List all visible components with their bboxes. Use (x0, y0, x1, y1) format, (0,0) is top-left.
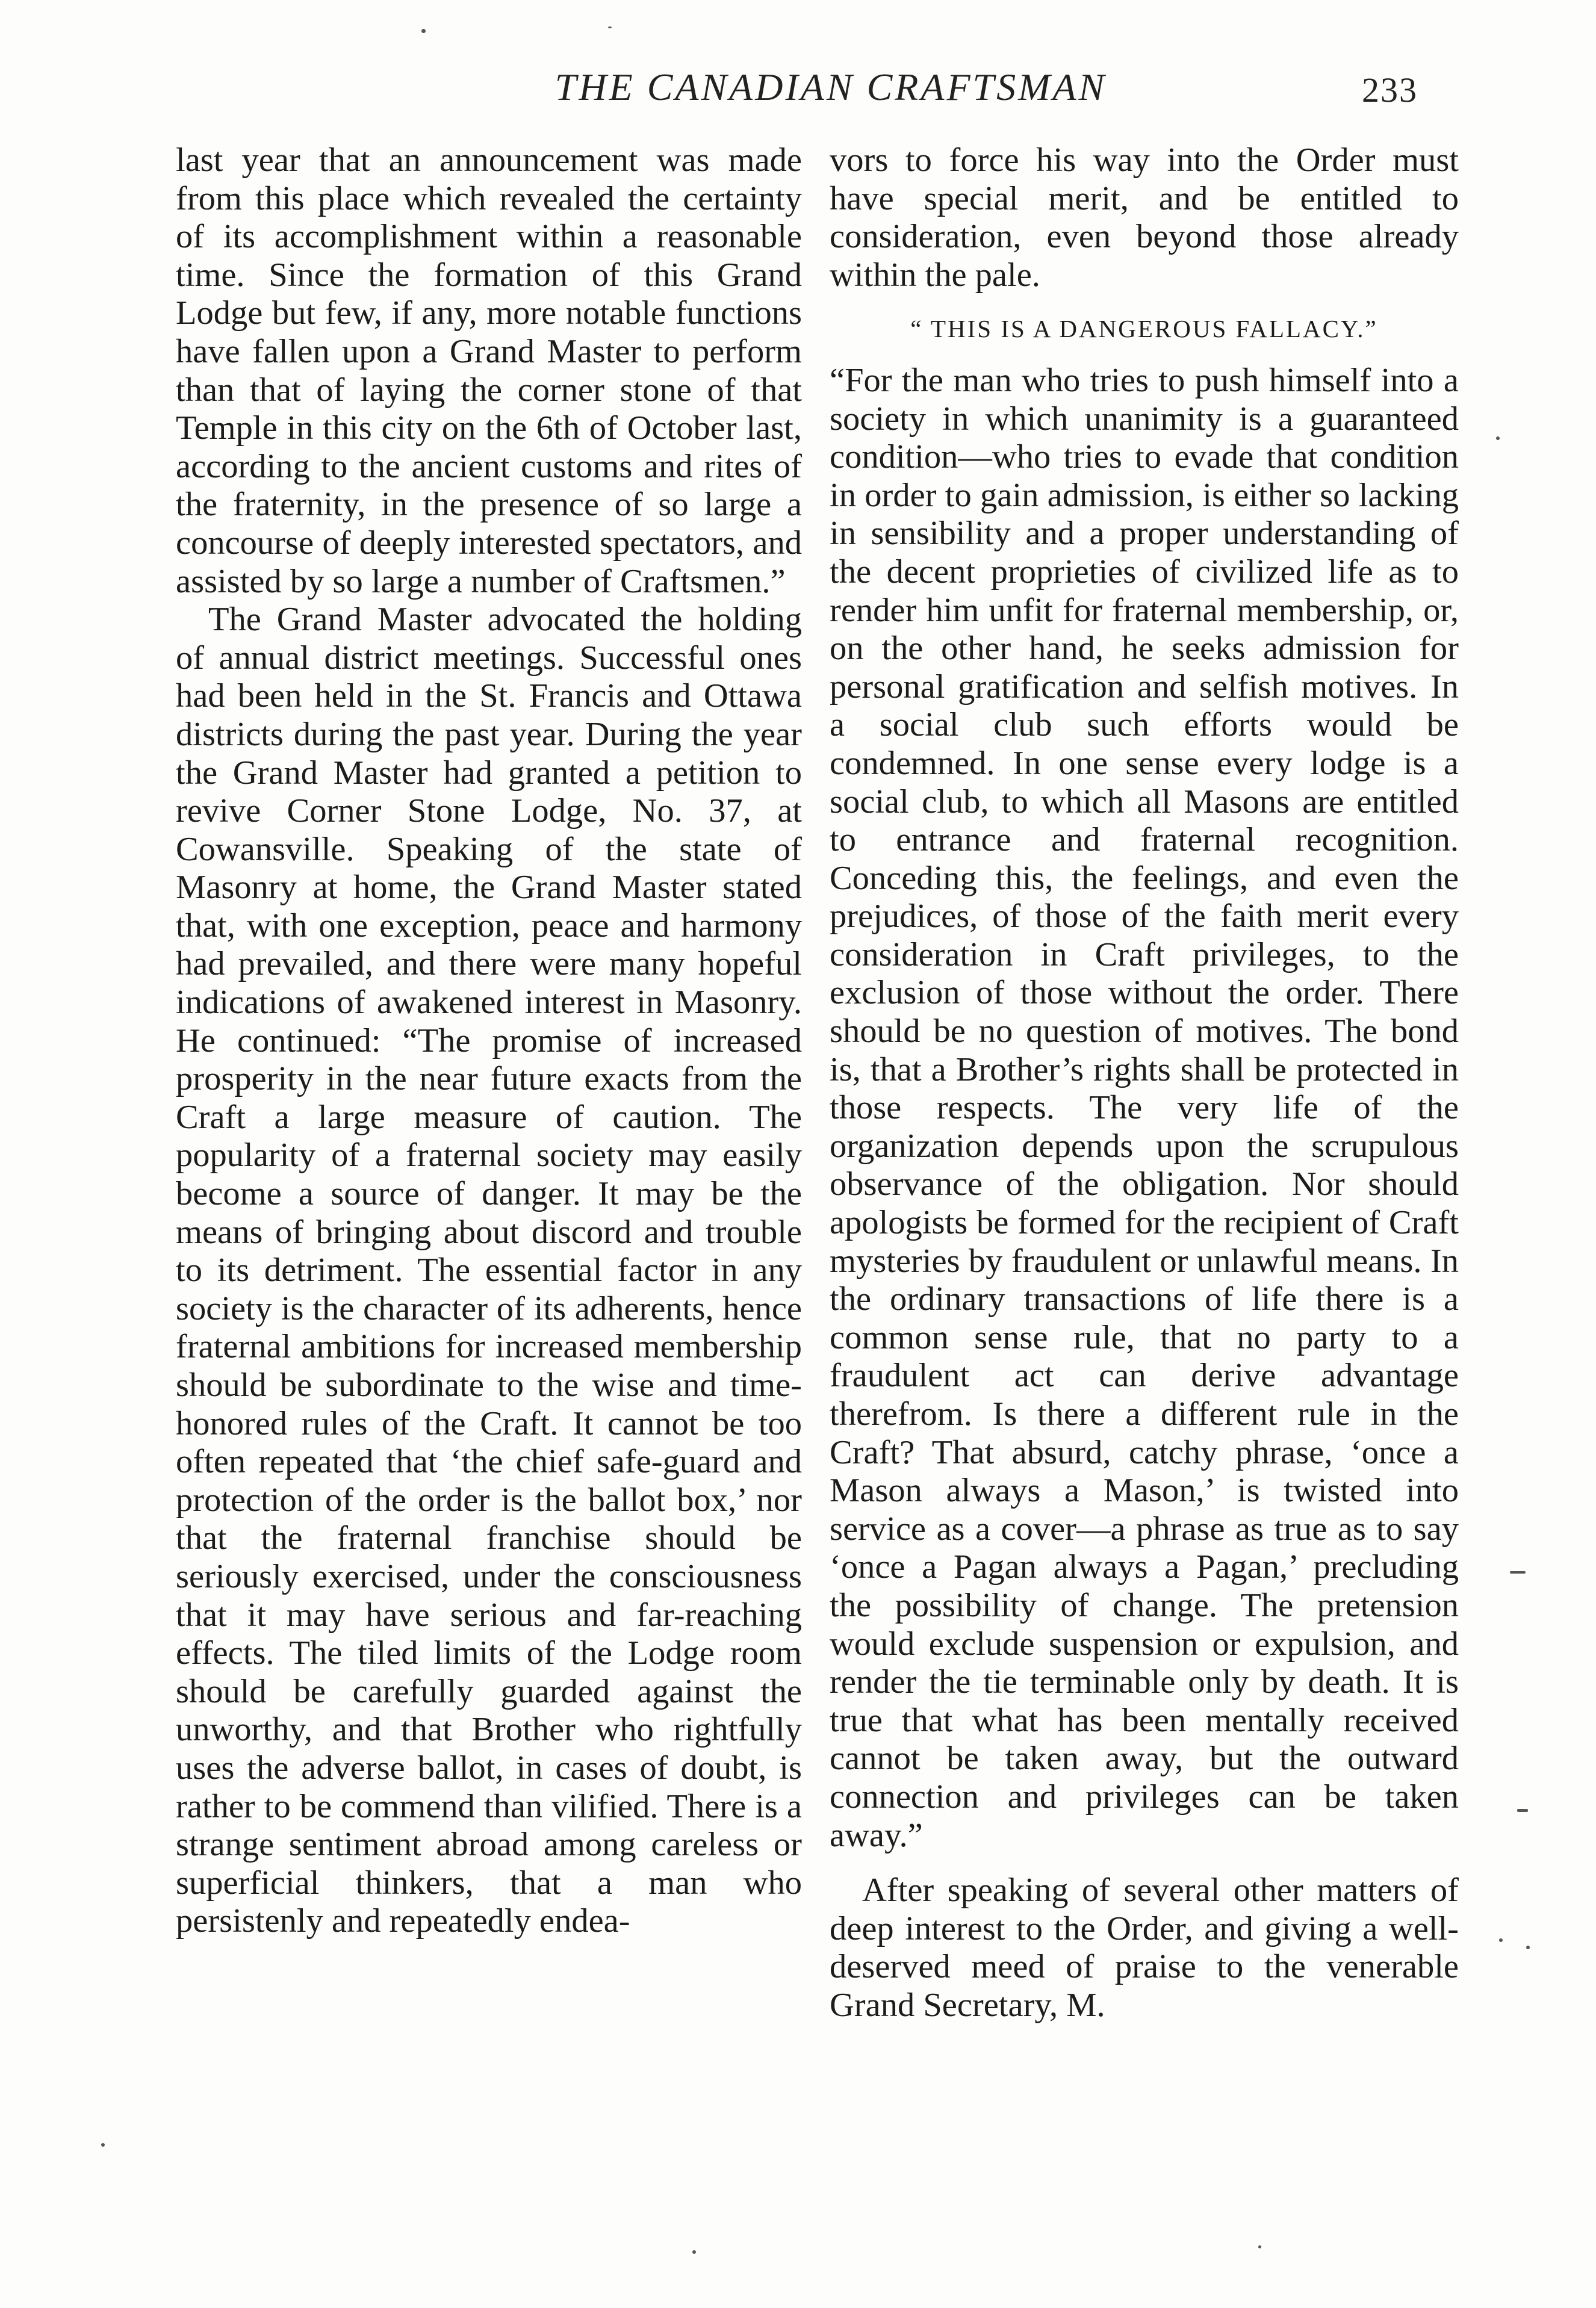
left-paragraph-2: The Grand Master advocated the holding of annual district meetings. Successful ones had been held in the St. Francis and Ottawa districts during the past year. During the year the Grand Master had granted a petition to revive Corner Stone Lodge, No. 37, at Cowansville. Speaking of the state of Masonry at home, the Grand Master stated that, with one exception, peace and harmony had prevailed, and there were many hopeful indications of awakened interest in Masonry. He continued: “The promise of increased prosperity in the near future exacts from the Craft a large measure of caution. The popularity of a fraternal society may easily become a source of danger. It may be the means of bringing about discord and trouble to its detriment. The essential factor in any society is the character of its adherents, hence fraternal ambitions for increased membership should be subordinate to the wise and time-honored rules of the Craft. It cannot be too often repeated that ‘the chief safe-guard and protection of the order is the ballot box,’ nor that the fraternal franchise should be seriously exercised, under the consciousness that it may have serious and far-reaching effects. The tiled limits of the Lodge room should be carefully guarded against the unworthy, and that Brother who rightfully uses the adverse ballot, in cases of doubt, is rather to be commend than vilified. There is a strange sentiment abroad among careless or superficial thinkers, that a man who persistenly and repeatedly endea- (176, 601, 802, 1940)
scan-speck (1258, 2245, 1261, 2248)
right-paragraph-1: vors to force his way into the Order must have special merit, and be entitled to consideration, even beyond those already within the pale. (830, 141, 1459, 294)
left-column (176, 141, 802, 1941)
page-number: 233 (1362, 70, 1418, 110)
scan-speck (1517, 1809, 1528, 1812)
section-subheading: “ THIS IS A DANGEROUS FALLACY.” (910, 315, 1378, 343)
scan-speck (1510, 1571, 1526, 1574)
scan-speck (421, 29, 426, 33)
scan-speck (1496, 436, 1500, 440)
scan-speck (608, 26, 612, 28)
running-title: THE CANADIAN CRAFTSMAN (554, 66, 1107, 108)
scan-speck (101, 2143, 105, 2147)
left-paragraph-1: last year that an announcement was made from this place which revealed the certainty of its accomplishment within a reasonable time. Since the formation of this Grand Lodge but few, if any, more notable functions have fallen upon a Grand Master to perform than that of laying the corner stone of that Temple in this city on the 6th of October last, according to the ancient customs and rites of the fraternity, in the presence of so large a concourse of deeply interested spectators, and assisted by so large a number of Craftsmen.” (176, 141, 802, 600)
scan-speck (1499, 1938, 1503, 1942)
right-paragraph-2: “For the man who tries to push himself into a society in which unanimity is a guaranteed condition—who tries to evade that condition in order to gain admission, is either so lacking in sensibility and a proper understanding of the decent proprieties of civilized life as to render him unfit for fraternal membership, or, on the other hand, he seeks admission for personal gratification and selfish motives. In a social club such efforts would be condemned. In one sense every lodge is a social club, to which all Masons are entitled to entrance and fraternal recognition. Conceding this, the feelings, and even the prejudices, of those of the faith merit every consideration in Craft privileges, to the exclusion of those without the order. There should be no question of motives. The bond is, that a Brother’s rights shall be protected in those respects. The very life of the organization depends upon the scrupulous observance of the obligation. Nor should apologists be formed for the recipient of Craft mysteries by fraudulent or unlawful means. In the ordinary transactions of life there is a common sense rule, that no party to a fraudulent act can derive advantage therefrom. Is there a different rule in the Craft? That absurd, catchy phrase, ‘once a Mason always a Mason,’ is twisted into service as a cover—a phrase as true as to say ‘once a Pagan always a Pagan,’ precluding the possibility of change. The pretension would exclude suspension or expulsion, and render the tie terminable only by death. It is true that what has been mentally received cannot be taken away, but the outward connection and privileges can be taken away.” (830, 361, 1459, 1854)
scan-speck (1526, 1946, 1530, 1949)
right-paragraph-3: After speaking of several other matters of deep interest to the Order, and giving a well-deserved meed of praise to the venerable Grand Secretary, M. (830, 1872, 1459, 2024)
scan-speck (692, 2250, 696, 2254)
right-column (830, 141, 1459, 2025)
